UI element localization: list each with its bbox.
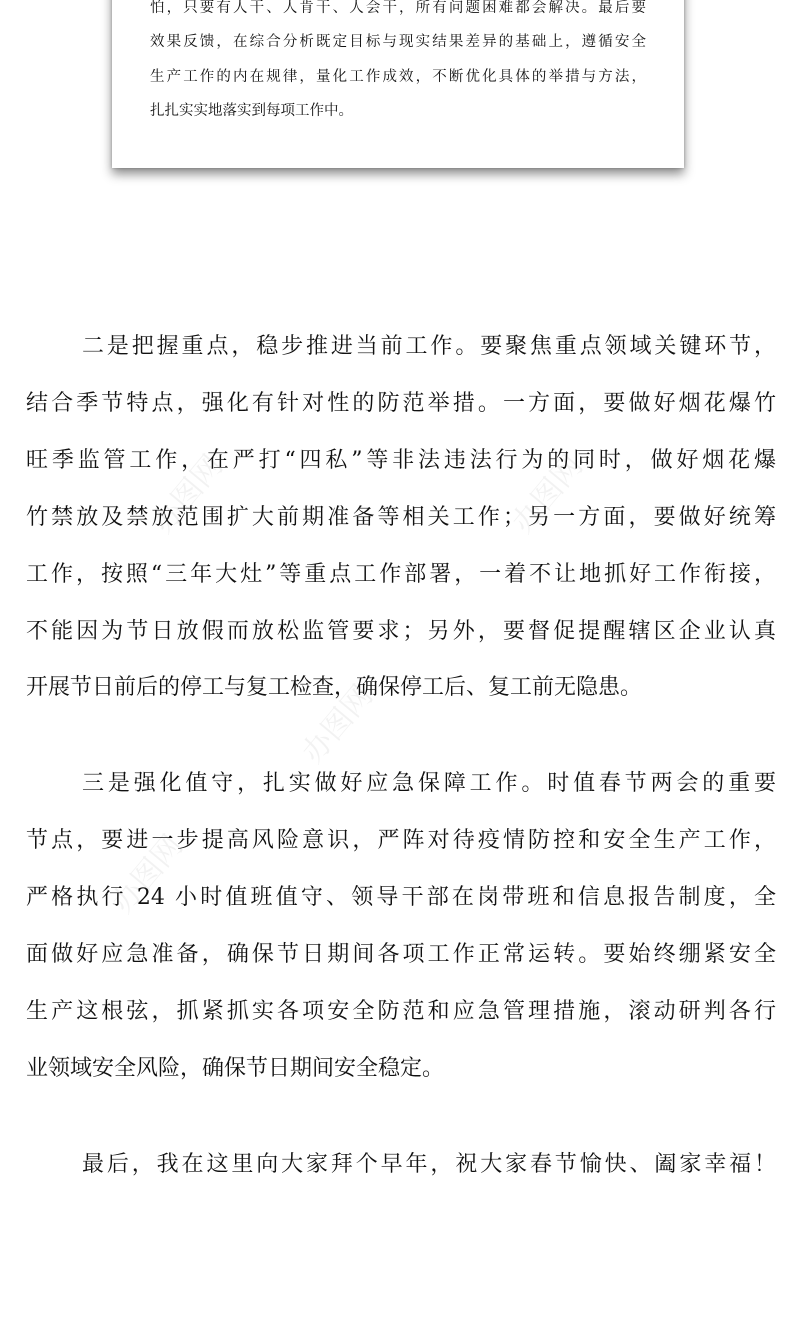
paragraph-line: 业领域安全风险，确保节日期间安全稳定。 [26, 1056, 445, 1081]
watermark: 办图网 [145, 448, 231, 540]
card-line: 生产工作的内在规律，量化工作成效，不断优化具体的举措与方法， [150, 69, 646, 85]
card-line: 怕，只要有人干、人肯干、人会干，所有问题困难都会解决。最后要 [150, 0, 646, 16]
paragraph-line: 节点，要进一步提高风险意识，严阵对待疫情防控和安全生产工作， [26, 828, 776, 853]
watermark: 办图网 [505, 448, 591, 540]
paragraph-line: 结合季节特点，强化有针对性的防范举措。一方面，要做好烟花爆竹 [26, 391, 776, 416]
paragraph-line: 三是强化值守，扎实做好应急保障工作。时值春节两会的重要 [82, 771, 776, 796]
paragraph-line: 面做好应急准备，确保节日期间各项工作正常运转。要始终绷紧安全 [26, 942, 776, 967]
watermark: 办图网 [295, 678, 381, 770]
paragraph-line: 开展节日前后的停工与复工检查，确保停工后、复工前无隐患。 [26, 675, 643, 700]
paragraph-line: 工作，按照“三年大灶”等重点工作部署，一着不让地抓好工作衔接， [26, 562, 776, 587]
card-line: 效果反馈，在综合分析既定目标与现实结果差异的基础上，遵循安全 [150, 34, 646, 50]
paragraph-line: 生产这根弦，抓紧抓实各项安全防范和应急管理措施，滚动研判各行 [26, 999, 776, 1024]
paragraph-line: 严格执行 24 小时值班值守、领导干部在岗带班和信息报告制度，全 [26, 885, 776, 910]
paragraph-line: 最后，我在这里向大家拜个早年，祝大家春节愉快、阖家幸福！ [82, 1152, 776, 1177]
paragraph-line: 旺季监管工作，在严打“四私”等非法违法行为的同时，做好烟花爆 [26, 448, 776, 473]
paragraph-line: 竹禁放及禁放范围扩大前期准备等相关工作；另一方面，要做好统筹 [26, 505, 776, 530]
card-line: 扎扎实实地落实到每项工作中。 [150, 103, 353, 119]
watermark: 办图网 [105, 828, 191, 920]
paragraph-line: 二是把握重点，稳步推进当前工作。要聚焦重点领域关键环节， [82, 334, 776, 359]
paragraph-line: 不能因为节日放假而放松监管要求；另外，要督促提醒辖区企业认真 [26, 619, 776, 644]
quoted-document-card [112, 0, 684, 168]
